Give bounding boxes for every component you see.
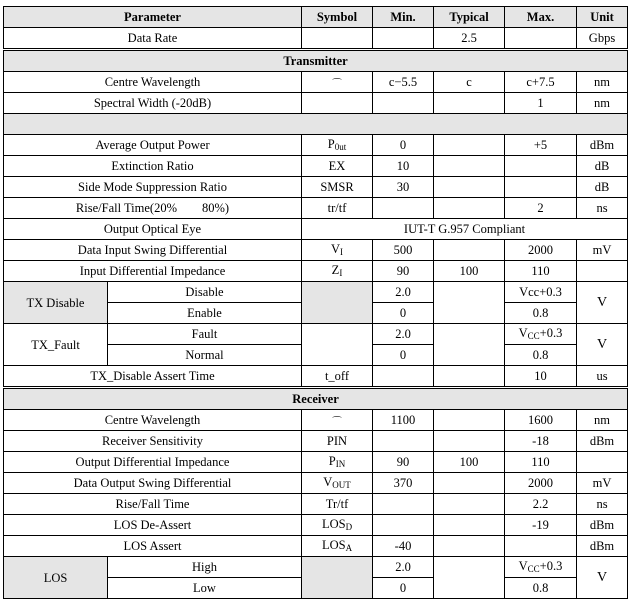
min-los-high: 2.0 [373, 557, 434, 578]
min-los-low: 0 [373, 578, 434, 599]
max-data-rate [505, 28, 577, 50]
row-blank-spacer [4, 114, 628, 135]
symbol-tx-rise-fall: tr/tf [302, 198, 373, 219]
max-los-high [505, 557, 577, 578]
typ-los-deassert [434, 515, 505, 536]
unit-avg-output-power: dBm [577, 135, 628, 156]
unit-spectral-width: nm [577, 93, 628, 114]
max-los-assert [505, 536, 577, 557]
param-input-swing: Data Input Swing Differential [4, 240, 302, 261]
min-tx-disable-assert [373, 366, 434, 388]
unit-tx-disable: V [577, 282, 628, 324]
row-rx-rise-fall [4, 494, 628, 515]
min-output-swing: 370 [373, 473, 434, 494]
max-tail: +0.3 [539, 325, 563, 340]
label-los: LOS [4, 557, 108, 599]
symbol-sub: I [340, 246, 344, 257]
sub-los-low: Low [108, 578, 302, 599]
max-main: V [518, 325, 528, 340]
symbol-los [302, 557, 373, 599]
unit-rx-centre-wavelength: nm [577, 410, 628, 431]
symbol-main: V [323, 474, 333, 489]
row-optical-eye [4, 219, 628, 240]
param-smsr: Side Mode Suppression Ratio [4, 177, 302, 198]
max-tx-rise-fall: 2 [505, 198, 577, 219]
typ-tx-fault [434, 324, 505, 366]
max-tx-disable: Vcc+0.3 [505, 282, 577, 303]
typ-rx-sensitivity [434, 431, 505, 452]
max-extinction-ratio [505, 156, 577, 177]
param-tx-rise-fall: Rise/Fall Time(20% 80%) [4, 198, 302, 219]
min-smsr: 30 [373, 177, 434, 198]
symbol-input-swing [302, 240, 373, 261]
param-los-assert: LOS Assert [4, 536, 302, 557]
max-output-impedance: 110 [505, 452, 577, 473]
label-tx-disable: TX Disable [4, 282, 108, 324]
typ-extinction-ratio [434, 156, 505, 177]
max-output-swing: 2000 [505, 473, 577, 494]
row-output-swing [4, 473, 628, 494]
header-min: Min. [373, 7, 434, 28]
symbol-data-rate [302, 28, 373, 50]
max-rx-centre-wavelength: 1600 [505, 410, 577, 431]
row-los-1 [4, 557, 628, 578]
unit-input-swing: mV [577, 240, 628, 261]
specification-table [3, 6, 628, 599]
min-tx-fault: 2.0 [373, 324, 434, 345]
max-tail: +0.3 [539, 558, 563, 573]
section-receiver [4, 388, 628, 410]
symbol-sub: D [345, 521, 353, 532]
row-tx-centre-wavelength [4, 72, 628, 93]
symbol-spectral-width [302, 93, 373, 114]
unit-los-assert: dBm [577, 536, 628, 557]
typ-output-swing [434, 473, 505, 494]
param-input-impedance: Input Differential Impedance [4, 261, 302, 282]
symbol-main: LOS [321, 537, 346, 552]
min-extinction-ratio: 10 [373, 156, 434, 177]
symbol-los-assert [302, 536, 373, 557]
param-extinction-ratio: Extinction Ratio [4, 156, 302, 177]
unit-tx-rise-fall: ns [577, 198, 628, 219]
typ-spectral-width [434, 93, 505, 114]
symbol-sub: 0ut [334, 141, 347, 152]
row-los-assert [4, 536, 628, 557]
sub-tx-fault: Fault [108, 324, 302, 345]
sub-los-high: High [108, 557, 302, 578]
param-rx-sensitivity: Receiver Sensitivity [4, 431, 302, 452]
row-los-deassert [4, 515, 628, 536]
max-spectral-width: 1 [505, 93, 577, 114]
param-tx-disable-assert: TX_Disable Assert Time [4, 366, 302, 388]
max-sub: CC [527, 563, 540, 574]
min-tx-normal: 0 [373, 345, 434, 366]
row-output-impedance [4, 452, 628, 473]
param-rx-rise-fall: Rise/Fall Time [4, 494, 302, 515]
symbol-output-swing [302, 473, 373, 494]
symbol-smsr: SMSR [302, 177, 373, 198]
max-avg-output-power: +5 [505, 135, 577, 156]
symbol-sub: IN [335, 458, 346, 469]
min-spectral-width [373, 93, 434, 114]
param-output-impedance: Output Differential Impedance [4, 452, 302, 473]
symbol-rx-centre-wavelength [302, 410, 373, 431]
row-smsr [4, 177, 628, 198]
symbol-main: LOS [321, 516, 346, 531]
unit-tx-disable-assert: us [577, 366, 628, 388]
max-tx-disable-assert: 10 [505, 366, 577, 388]
min-tx-rise-fall [373, 198, 434, 219]
typ-tx-disable [434, 282, 505, 324]
row-data-rate [4, 28, 628, 50]
min-avg-output-power: 0 [373, 135, 434, 156]
row-tx-fault-1 [4, 324, 628, 345]
symbol-extinction-ratio: EX [302, 156, 373, 177]
blank-spacer-cell [4, 114, 628, 135]
sub-tx-disable: Disable [108, 282, 302, 303]
min-data-rate [373, 28, 434, 50]
typ-rx-centre-wavelength [434, 410, 505, 431]
row-tx-disable-assert [4, 366, 628, 388]
row-rx-centre-wavelength [4, 410, 628, 431]
min-tx-disable: 2.0 [373, 282, 434, 303]
param-rx-centre-wavelength: Centre Wavelength [4, 410, 302, 431]
unit-los: V [577, 557, 628, 599]
unit-data-rate: Gbps [577, 28, 628, 50]
unit-output-swing: mV [577, 473, 628, 494]
row-extinction-ratio [4, 156, 628, 177]
unit-rx-sensitivity: dBm [577, 431, 628, 452]
symbol-tx-disable-assert: t_off [302, 366, 373, 388]
header-row [4, 7, 628, 28]
header-typical: Typical [434, 7, 505, 28]
symbol-output-impedance [302, 452, 373, 473]
max-tx-centre-wavelength: c+7.5 [505, 72, 577, 93]
header-parameter: Parameter [4, 7, 302, 28]
sub-tx-enable: Enable [108, 303, 302, 324]
row-avg-output-power [4, 135, 628, 156]
unit-extinction-ratio: dB [577, 156, 628, 177]
min-los-deassert [373, 515, 434, 536]
typ-los-assert [434, 536, 505, 557]
min-tx-centre-wavelength: c−5.5 [373, 72, 434, 93]
symbol-tx-disable [302, 282, 373, 324]
symbol-main: V [330, 241, 341, 256]
symbol-sub: I [339, 267, 343, 278]
row-tx-disable-1 [4, 282, 628, 303]
min-los-assert: -40 [373, 536, 434, 557]
symbol-sub: A [345, 542, 353, 553]
typ-input-swing [434, 240, 505, 261]
section-title-transmitter: Transmitter [4, 50, 628, 72]
symbol-tx-fault [302, 324, 373, 366]
param-spectral-width: Spectral Width (-20dB) [4, 93, 302, 114]
max-tx-enable: 0.8 [505, 303, 577, 324]
unit-input-impedance [577, 261, 628, 282]
row-spectral-width [4, 93, 628, 114]
symbol-input-impedance [302, 261, 373, 282]
max-tx-normal: 0.8 [505, 345, 577, 366]
typ-input-impedance: 100 [434, 261, 505, 282]
header-max: Max. [505, 7, 577, 28]
symbol-main: P [327, 136, 335, 151]
typ-los [434, 557, 505, 599]
symbol-los-deassert [302, 515, 373, 536]
row-tx-rise-fall [4, 198, 628, 219]
typ-tx-centre-wavelength: c [434, 72, 505, 93]
typ-smsr [434, 177, 505, 198]
typ-tx-rise-fall [434, 198, 505, 219]
param-avg-output-power: Average Output Power [4, 135, 302, 156]
max-input-impedance: 110 [505, 261, 577, 282]
min-rx-centre-wavelength: 1100 [373, 410, 434, 431]
param-los-deassert: LOS De-Assert [4, 515, 302, 536]
lambda-symbol: ⌒ [332, 417, 342, 428]
min-rx-rise-fall [373, 494, 434, 515]
min-input-swing: 500 [373, 240, 434, 261]
min-rx-sensitivity [373, 431, 434, 452]
max-input-swing: 2000 [505, 240, 577, 261]
typ-output-impedance: 100 [434, 452, 505, 473]
row-input-swing [4, 240, 628, 261]
row-input-impedance [4, 261, 628, 282]
symbol-avg-output-power [302, 135, 373, 156]
symbol-main: P [328, 453, 336, 468]
min-input-impedance: 90 [373, 261, 434, 282]
param-data-rate: Data Rate [4, 28, 302, 50]
min-tx-enable: 0 [373, 303, 434, 324]
typ-rx-rise-fall [434, 494, 505, 515]
typ-tx-disable-assert [434, 366, 505, 388]
param-optical-eye: Output Optical Eye [4, 219, 302, 240]
unit-rx-rise-fall: ns [577, 494, 628, 515]
label-tx-fault: TX_Fault [4, 324, 108, 366]
typ-avg-output-power [434, 135, 505, 156]
param-output-swing: Data Output Swing Differential [4, 473, 302, 494]
max-main: V [518, 558, 528, 573]
section-transmitter [4, 50, 628, 72]
unit-los-deassert: dBm [577, 515, 628, 536]
symbol-sub: OUT [332, 479, 351, 490]
max-sub: CC [527, 330, 540, 341]
unit-output-impedance [577, 452, 628, 473]
row-rx-sensitivity [4, 431, 628, 452]
max-los-deassert: -19 [505, 515, 577, 536]
sub-tx-normal: Normal [108, 345, 302, 366]
unit-tx-fault: V [577, 324, 628, 366]
symbol-rx-sensitivity: PIN [302, 431, 373, 452]
value-optical-eye: IUT-T G.957 Compliant [302, 219, 628, 240]
symbol-rx-rise-fall: Tr/tf [302, 494, 373, 515]
min-output-impedance: 90 [373, 452, 434, 473]
unit-smsr: dB [577, 177, 628, 198]
section-title-receiver: Receiver [4, 388, 628, 410]
max-rx-sensitivity: -18 [505, 431, 577, 452]
lambda-symbol: ⌒ [332, 79, 342, 90]
symbol-tx-centre-wavelength [302, 72, 373, 93]
max-los-low: 0.8 [505, 578, 577, 599]
header-unit: Unit [577, 7, 628, 28]
max-rx-rise-fall: 2.2 [505, 494, 577, 515]
unit-tx-centre-wavelength: nm [577, 72, 628, 93]
max-smsr [505, 177, 577, 198]
typ-data-rate: 2.5 [434, 28, 505, 50]
max-tx-fault [505, 324, 577, 345]
symbol-main: Z [331, 262, 340, 277]
param-tx-centre-wavelength: Centre Wavelength [4, 72, 302, 93]
header-symbol: Symbol [302, 7, 373, 28]
